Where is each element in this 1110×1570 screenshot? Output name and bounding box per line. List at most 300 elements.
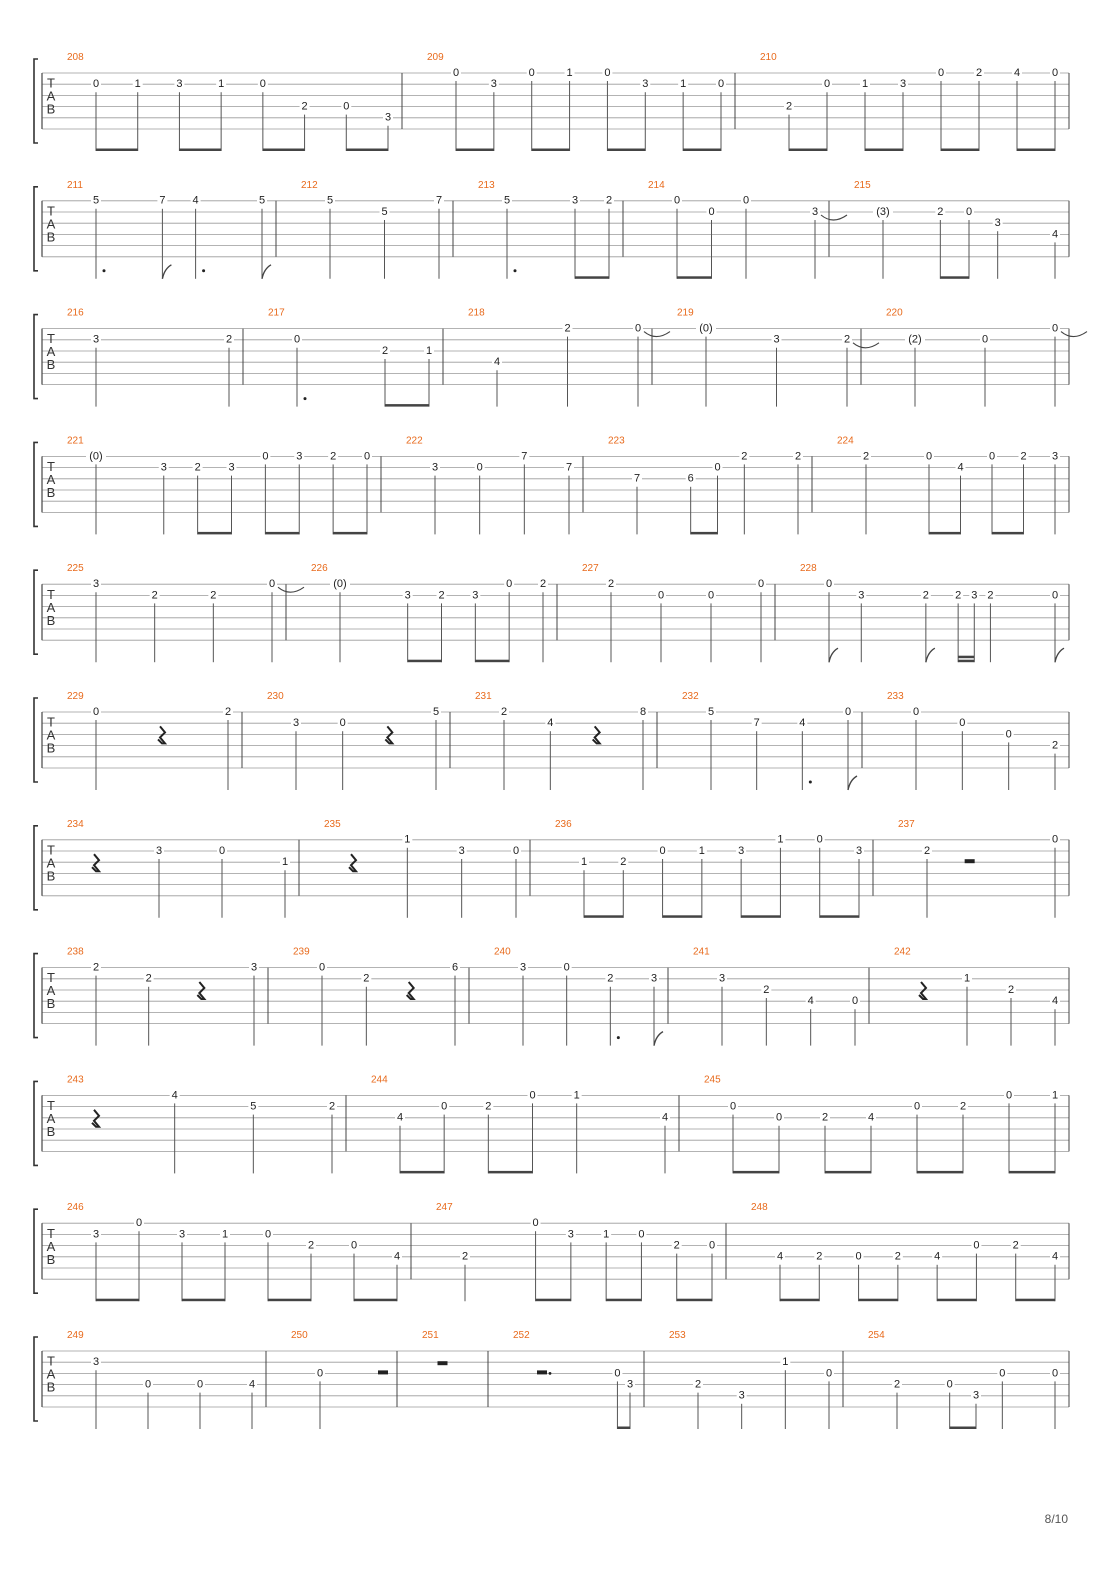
beam xyxy=(584,915,623,918)
beam xyxy=(825,1171,871,1174)
fret-number: 2 xyxy=(301,100,308,113)
system-bracket xyxy=(34,187,38,271)
beam-secondary xyxy=(958,656,974,659)
system-bracket xyxy=(34,1081,38,1165)
fret-number: 3 xyxy=(571,194,579,207)
measure-number: 215 xyxy=(854,179,871,191)
fret-number: 4 xyxy=(957,461,964,474)
beam xyxy=(1016,1299,1055,1302)
measure-number: 235 xyxy=(324,818,341,830)
measure-number: 232 xyxy=(682,691,699,702)
duration-dot xyxy=(202,269,205,272)
beam xyxy=(1017,149,1055,152)
duration-dot xyxy=(809,781,812,784)
quarter-rest xyxy=(92,854,99,871)
fret-number: 6 xyxy=(687,472,694,485)
beam xyxy=(917,1171,963,1174)
fret-number: 0 xyxy=(196,1378,204,1391)
measure-number: 247 xyxy=(436,1202,453,1214)
half-rest xyxy=(965,859,975,863)
fret-number: 4 xyxy=(867,1111,875,1124)
tab-clef-letter: B xyxy=(46,868,56,884)
fret-number: 3 xyxy=(858,589,865,602)
tab-clef-letter: A xyxy=(46,1111,56,1127)
fret-number: 2 xyxy=(485,1100,492,1113)
beam xyxy=(663,915,702,918)
measure-number: 252 xyxy=(513,1330,530,1341)
fret-number: 0 xyxy=(816,833,823,846)
beam xyxy=(536,1299,571,1302)
fret-number: 2 xyxy=(955,589,962,602)
fret-number: 0 xyxy=(363,450,371,463)
fret-number: 3 xyxy=(178,1228,186,1241)
fret-number: 0 xyxy=(1005,1089,1013,1102)
system-bracket xyxy=(34,315,38,399)
measure-number: 225 xyxy=(67,563,84,575)
fret-number: 2 xyxy=(210,589,217,602)
fret-number: 3 xyxy=(384,111,392,124)
eighth-flag xyxy=(1055,648,1064,662)
fret-number: 6 xyxy=(451,961,459,974)
fret-number: 2 xyxy=(816,1250,823,1263)
measure-number: 250 xyxy=(291,1330,308,1341)
fret-number: 0 xyxy=(144,1378,152,1391)
fret-number: 1 xyxy=(218,78,225,91)
measure-number: 239 xyxy=(293,946,310,958)
fret-number: (0) xyxy=(89,450,103,463)
fret-number: 1 xyxy=(698,844,705,857)
fret-number: 2 xyxy=(694,1378,702,1391)
fret-number: 3 xyxy=(176,78,183,91)
fret-number: 0 xyxy=(350,1239,358,1252)
quarter-rest xyxy=(919,982,926,999)
fret-number: 0 xyxy=(259,78,266,91)
fret-number: 0 xyxy=(1051,833,1059,846)
beam xyxy=(607,149,645,152)
fret-number: 0 xyxy=(965,205,973,218)
fret-number: 0 xyxy=(529,1089,536,1102)
fret-number: 3 xyxy=(650,972,658,985)
fret-number: 3 xyxy=(738,1389,745,1402)
quarter-rest xyxy=(593,726,600,743)
tie-arc xyxy=(278,587,304,592)
fret-number: 0 xyxy=(476,461,483,474)
fret-number: 0 xyxy=(135,1217,143,1230)
tab-clef-letter: B xyxy=(46,996,56,1012)
fret-number: 0 xyxy=(757,578,765,591)
fret-number: 2 xyxy=(763,983,770,996)
eighth-flag xyxy=(162,265,171,279)
fret-number: 0 xyxy=(659,844,666,857)
half-rest xyxy=(537,1370,547,1374)
tab-clef-letter: A xyxy=(46,983,56,999)
beam xyxy=(96,1299,139,1302)
fret-number: 2 xyxy=(862,450,870,463)
fret-number: 2 xyxy=(607,578,615,591)
fret-number: 4 xyxy=(1013,66,1021,79)
fret-number: 0 xyxy=(339,717,346,730)
fret-number: 5 xyxy=(503,194,511,207)
tab-clef-letter: B xyxy=(46,485,56,501)
beam xyxy=(1009,1171,1055,1174)
fret-number: 4 xyxy=(1051,1250,1059,1263)
fret-number: 0 xyxy=(506,578,513,591)
fret-number: 3 xyxy=(92,578,100,591)
beam xyxy=(937,1299,976,1302)
fret-number: 4 xyxy=(776,1250,784,1263)
fret-number: 3 xyxy=(811,205,819,218)
rest-dot xyxy=(549,1372,552,1375)
fret-number: 0 xyxy=(714,461,721,474)
fret-number: 3 xyxy=(92,1228,100,1241)
fret-number: 3 xyxy=(250,961,258,974)
measure-number: 221 xyxy=(67,435,84,447)
system-bracket xyxy=(34,1337,38,1421)
fret-number: 1 xyxy=(404,833,411,846)
quarter-rest xyxy=(385,726,392,743)
fret-number: 1 xyxy=(680,78,687,91)
fret-number: 0 xyxy=(262,450,269,463)
tab-clef-letter: A xyxy=(46,1366,56,1382)
fret-number: 2 xyxy=(843,333,851,346)
fret-number: 0 xyxy=(512,844,520,857)
fret-number: 0 xyxy=(981,333,989,346)
tab-clef-letter: T xyxy=(47,1225,55,1241)
tab-clef-letter: B xyxy=(46,1379,56,1395)
eighth-flag xyxy=(848,776,857,790)
fret-number: 0 xyxy=(604,66,611,79)
measure-number: 222 xyxy=(406,435,423,447)
system-bracket xyxy=(34,442,38,526)
fret-number: 0 xyxy=(912,705,920,718)
tie-arc xyxy=(644,332,670,337)
fret-number: 0 xyxy=(708,205,715,218)
measure-number: 251 xyxy=(422,1330,439,1341)
fret-number: 0 xyxy=(825,578,833,591)
page-number: 8/10 xyxy=(1044,1512,1068,1526)
tab-clef-letter: T xyxy=(47,970,55,986)
measure-number: 224 xyxy=(837,435,854,447)
fret-number: 1 xyxy=(782,1356,789,1369)
fret-number: 0 xyxy=(844,705,852,718)
eighth-flag xyxy=(654,1032,663,1046)
fret-number: 3 xyxy=(458,844,465,857)
tab-clef-letter: B xyxy=(46,101,56,117)
beam xyxy=(179,149,221,152)
beam xyxy=(400,1171,444,1174)
measure-number: 234 xyxy=(67,818,84,830)
measure-number: 254 xyxy=(868,1330,885,1341)
fret-number: 2 xyxy=(224,705,232,718)
fret-number: 2 xyxy=(1051,739,1059,752)
measure-number: 226 xyxy=(311,563,328,575)
tab-clef-letter: T xyxy=(47,1098,55,1114)
fret-number: 0 xyxy=(92,78,100,91)
system-bracket xyxy=(34,59,38,143)
tie-arc xyxy=(821,215,847,220)
measure-number: 220 xyxy=(886,307,903,319)
fret-number: 1 xyxy=(573,1089,580,1102)
tab-clef-letter: T xyxy=(47,842,55,858)
beam xyxy=(263,149,305,152)
fret-number: 0 xyxy=(1051,66,1059,79)
fret-number: 0 xyxy=(634,322,642,335)
fret-number: 2 xyxy=(1020,450,1027,463)
fret-number: 3 xyxy=(404,589,411,602)
fret-number: 0 xyxy=(452,66,460,79)
fret-number: 2 xyxy=(92,961,100,974)
beam xyxy=(780,1299,819,1302)
system-bracket xyxy=(34,826,38,910)
beam xyxy=(683,149,721,152)
tab-clef-letter: T xyxy=(47,459,55,475)
fret-number: 1 xyxy=(580,856,588,869)
duration-dot xyxy=(514,269,517,272)
fret-number: 2 xyxy=(605,194,613,207)
fret-number: 0 xyxy=(999,1367,1006,1380)
measure-number: 229 xyxy=(67,691,84,702)
fret-number: 0 xyxy=(913,1100,921,1113)
fret-number: 2 xyxy=(785,100,793,113)
measure-number: 219 xyxy=(677,307,694,319)
fret-number: 2 xyxy=(894,1250,901,1263)
measure-number: 218 xyxy=(468,307,485,319)
fret-number: 0 xyxy=(825,1367,833,1380)
whole-rest xyxy=(438,1361,448,1365)
fret-number: 0 xyxy=(614,1367,621,1380)
fret-number: 0 xyxy=(937,66,945,79)
tab-clef-letter: B xyxy=(46,740,56,756)
beam xyxy=(456,149,494,152)
beam xyxy=(929,532,961,535)
measure-number: 209 xyxy=(427,52,444,63)
fret-number: 2 xyxy=(1012,1239,1019,1252)
fret-number: 0 xyxy=(973,1239,980,1252)
beam xyxy=(733,1171,779,1174)
measure-number: 237 xyxy=(898,818,915,830)
fret-number: 4 xyxy=(1051,995,1059,1008)
fret-number: 3 xyxy=(855,844,863,857)
tab-clef-letter: A xyxy=(46,727,56,743)
fret-number: 0 xyxy=(268,578,276,591)
fret-number: 4 xyxy=(396,1111,404,1124)
beam xyxy=(346,149,388,152)
fret-number: 4 xyxy=(493,356,501,369)
fret-number: 2 xyxy=(821,1111,829,1124)
beam xyxy=(354,1299,397,1302)
fret-number: 5 xyxy=(92,194,100,207)
fret-number: 0 xyxy=(946,1378,953,1391)
fret-number: 3 xyxy=(490,78,497,91)
fret-number: 4 xyxy=(192,194,199,207)
fret-number: 1 xyxy=(425,344,433,357)
tab-clef-letter: A xyxy=(46,88,56,104)
eighth-flag xyxy=(829,648,838,662)
measure-number: 216 xyxy=(67,307,84,319)
measure-number: 227 xyxy=(582,563,599,575)
measure-number: 233 xyxy=(887,691,904,702)
measure-number: 212 xyxy=(301,179,318,191)
measure-number: 253 xyxy=(669,1330,686,1341)
beam xyxy=(677,276,712,279)
beam xyxy=(941,149,979,152)
fret-number: 0 xyxy=(742,194,750,207)
fret-number: 2 xyxy=(673,1239,680,1252)
quarter-rest xyxy=(197,982,204,999)
fret-number: 0 xyxy=(851,995,859,1008)
beam xyxy=(408,660,442,663)
tie-arc xyxy=(1061,332,1087,337)
beam xyxy=(617,1427,630,1430)
beam xyxy=(859,1299,898,1302)
fret-number: 0 xyxy=(441,1100,448,1113)
fret-number: 1 xyxy=(963,972,971,985)
fret-number: 0 xyxy=(316,1367,324,1380)
beam xyxy=(385,404,429,407)
tab-clef-letter: B xyxy=(46,357,56,373)
measure-number: 208 xyxy=(67,52,84,63)
fret-number: 2 xyxy=(500,705,508,718)
measure-number: 238 xyxy=(67,946,84,958)
fret-number: (0) xyxy=(333,578,347,591)
fret-number: 3 xyxy=(994,217,1001,230)
fret-number: 3 xyxy=(431,461,439,474)
fret-number: 2 xyxy=(987,589,994,602)
fret-number: 2 xyxy=(307,1239,315,1252)
fret-number: 2 xyxy=(923,844,931,857)
fret-number: 1 xyxy=(134,78,141,91)
tab-clef-letter: T xyxy=(47,331,55,347)
eighth-flag xyxy=(262,265,271,279)
beam xyxy=(475,660,509,663)
fret-number: 2 xyxy=(922,589,929,602)
fret-number: 1 xyxy=(281,856,289,869)
fret-number: 2 xyxy=(607,972,614,985)
fret-number: 0 xyxy=(318,961,326,974)
beam xyxy=(677,1299,712,1302)
fret-number: 0 xyxy=(988,450,996,463)
measure-number: 245 xyxy=(704,1074,721,1086)
beam xyxy=(789,149,827,152)
tab-clef-letter: A xyxy=(46,344,56,360)
measure-number: 236 xyxy=(555,818,572,830)
fret-number: 8 xyxy=(639,705,647,718)
fret-number: 1 xyxy=(861,78,869,91)
beam xyxy=(950,1427,976,1430)
fret-number: 0 xyxy=(708,1239,716,1252)
fret-number: 0 xyxy=(343,100,350,113)
fret-number: 2 xyxy=(564,322,571,335)
fret-number: 4 xyxy=(1051,228,1059,241)
quarter-rest xyxy=(349,854,356,871)
fret-number: 2 xyxy=(893,1378,901,1391)
fret-number: 2 xyxy=(330,450,337,463)
tab-clef-letter: B xyxy=(46,229,56,245)
fret-number: 0 xyxy=(855,1250,862,1263)
fret-number: 2 xyxy=(620,856,627,869)
fret-number: 2 xyxy=(145,972,152,985)
fret-number: 7 xyxy=(521,450,528,463)
fret-number: 3 xyxy=(1051,450,1059,463)
fret-number: 0 xyxy=(823,78,831,91)
fret-number: 7 xyxy=(159,194,166,207)
beam xyxy=(992,532,1024,535)
fret-number: 5 xyxy=(432,705,440,718)
fret-number: 1 xyxy=(221,1228,229,1241)
fret-number: 4 xyxy=(248,1378,256,1391)
beam xyxy=(532,149,570,152)
fret-number: 2 xyxy=(194,461,201,474)
beam xyxy=(198,532,232,535)
fret-number: 0 xyxy=(729,1100,737,1113)
fret-number: 4 xyxy=(547,717,554,730)
quarter-rest xyxy=(92,1110,99,1127)
measure-number: 248 xyxy=(751,1202,768,1214)
fret-number: (3) xyxy=(876,205,890,218)
measure-number: 211 xyxy=(67,179,83,191)
measure-number: 213 xyxy=(478,179,495,191)
tab-clef-letter: T xyxy=(47,203,55,219)
fret-number: 4 xyxy=(807,995,814,1008)
fret-number: 2 xyxy=(328,1100,336,1113)
fret-number: 2 xyxy=(1007,983,1015,996)
fret-number: 2 xyxy=(225,333,233,346)
tab-clef-letter: A xyxy=(46,855,56,871)
beam xyxy=(865,149,903,152)
fret-number: 4 xyxy=(934,1250,941,1263)
fret-number: 0 xyxy=(528,66,535,79)
fret-number: 2 xyxy=(363,972,370,985)
fret-number: 1 xyxy=(566,66,573,79)
fret-number: 0 xyxy=(293,333,301,346)
fret-number: 4 xyxy=(661,1111,669,1124)
fret-number: 7 xyxy=(633,472,641,485)
fret-number: 5 xyxy=(381,205,388,218)
fret-number: 2 xyxy=(975,66,983,79)
beam xyxy=(820,915,859,918)
beam xyxy=(940,276,969,279)
fret-number: 0 xyxy=(638,1228,645,1241)
measure-number: 240 xyxy=(494,946,511,958)
eighth-flag xyxy=(926,648,935,662)
fret-number: 3 xyxy=(519,961,527,974)
fret-number: 0 xyxy=(925,450,933,463)
fret-number: 3 xyxy=(971,589,978,602)
fret-number: 2 xyxy=(151,589,158,602)
fret-number: 2 xyxy=(959,1100,967,1113)
fret-number: 0 xyxy=(673,194,681,207)
fret-number: 2 xyxy=(937,205,944,218)
fret-number: 3 xyxy=(472,589,479,602)
fret-number: 0 xyxy=(1051,1367,1059,1380)
measure-number: 244 xyxy=(371,1074,388,1086)
beam xyxy=(96,149,138,152)
measure-number: 217 xyxy=(268,307,285,319)
fret-number: 0 xyxy=(717,78,725,91)
beam xyxy=(691,532,718,535)
fret-number: 3 xyxy=(738,844,745,857)
measure-number: 228 xyxy=(800,563,817,575)
tab-clef-letter: A xyxy=(46,599,56,615)
measure-number: 230 xyxy=(267,691,284,702)
measure-number: 210 xyxy=(760,52,777,63)
tab-clef-letter: A xyxy=(46,472,56,488)
fret-number: 7 xyxy=(435,194,443,207)
measure-number: 243 xyxy=(67,1074,84,1086)
fret-number: 1 xyxy=(1051,1089,1059,1102)
fret-number: 0 xyxy=(532,1217,539,1230)
beam xyxy=(488,1171,532,1174)
